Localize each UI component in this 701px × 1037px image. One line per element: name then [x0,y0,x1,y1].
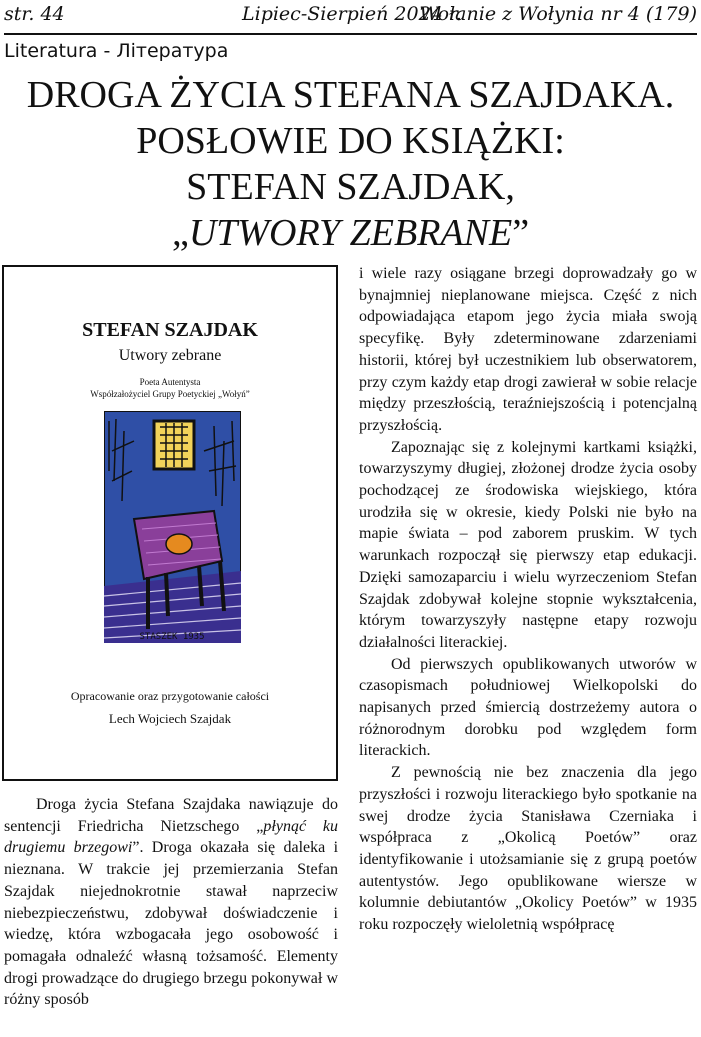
left-paragraph-1: Droga życia Stefana Szajdaka nawiązuje do sentencji Friedricha Nietzschego „płynąć ku drugiemu brzegowi”. Droga okazała się daleka i nieznana. W trakcie jej przemierzania Stefan Szajdak niejednokrotnie stawał naprzeciw niebezpieczeństwu, zdobywał doświadczenie i wiedzę, która wzbogacała jego osobowość i pomagała odnaleźć własną tożsamość. Elementy drogi prowadzące do drugiego brzegu pokonywał w różny sposób [4,796,339,1009]
title-line-3: STEFAN SZAJDAK, [186,166,515,208]
left-column-text [4,794,338,1011]
right-column-text [359,263,697,936]
issue-date: Lipiec-Sierpień 2024 r. [242,3,462,25]
cover-subtitle-2: Współzałożyciel Grupy Poetyckiej „Wołyń” [90,389,250,399]
cover-title: Utwory zebrane [118,347,222,364]
title-line-2: POSŁOWIE DO KSIĄŻKI: [136,120,565,162]
artwork-inscription: STASZEK 1935 [139,632,205,642]
article-title [0,72,701,256]
right-paragraph-1: i wiele razy osiągane brzegi doprowadzały go w bynajmniej nieplanowane miejsca. Część z nich odpowiadająca etapom jego życia miała swoją specyfikę. Były zdeterminowane zdarzeniami historii, której był uczestnikiem lub obserwatorem, przy czym każdy etap drogi zawierał w sobie relacje między przeszłością, teraźniejszością i potencjalną przyszłością. [359,265,697,434]
title-line-4: „UTWORY ZEBRANE” [171,212,530,254]
right-paragraph-4: Z pewnością nie bez znaczenia dla jego przyszłości i rozwoju literackiego było spotkanie na swej drodze życia Stanisława Czerniaka i współpraca z „Okolicą Poetów” oraz identyfikowanie i utożsamianie się z grupą poetów autentystów. Jego opublikowane wiersze w kolumnie debiutantów „Okolicy Poetów” w 1935 roku rozpoczęły wieloletnią współpracę [359,764,697,934]
page-number: str. 44 [4,3,65,25]
title-line-1: DROGA ŻYCIA STEFANA SZAJDAKA. [26,74,675,116]
cover-author: STEFAN SZAJDAK [82,319,258,341]
right-paragraph-3: Od pierwszych opublikowanych utworów w czasopismach południowej Wielkopolski do napisanych przed śmiercią dostrzeżemy autora o różnorodnym dorobku pod względem form literackich. [359,655,697,760]
page-header [4,0,697,35]
journal-name: Wołanie z Wołynia nr 4 (179) [419,3,697,25]
nietzsche-quote: płynąć ku drugiemu brzegowi [4,817,339,857]
cover-subtitle-1: Poeta Autentysta [139,377,201,387]
right-paragraph-2: Zapoznając się z kolejnymi kartkami książki, towarzyszymy długiej, złożonej drodze życia osoby pochodzącej ze środowiska wiejskiego, która urodziła się w okresie, kiedy Polski nie było na mapie świata – pod zaborem pruskim. W tych warunkach rozpoczął się pierwszy etap edukacji. Dzięki samozaparciu i wielu wyrzeczeniom Stefan Szajdak zdobywał kolejne stopnie wykształcenia, którym towarzyszyły następne etapy rozwoju działalności literackiej. [359,438,697,651]
cover-editor: Lech Wojciech Szajdak [108,711,232,726]
cover-edit-line: Opracowanie oraz przygotowanie całości [70,689,270,703]
cover-artwork [104,411,241,643]
book-cover-image [2,265,338,781]
section-label: Literatura - Література [4,40,229,62]
